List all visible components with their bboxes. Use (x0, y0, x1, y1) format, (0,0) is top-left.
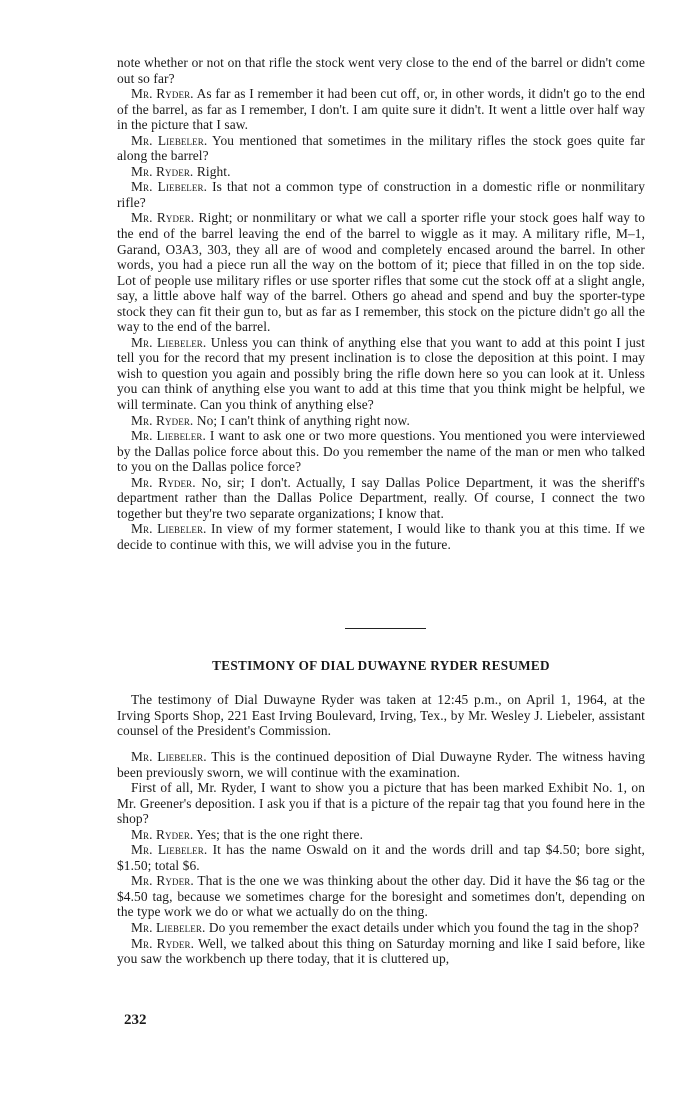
speaker-label: Mr. Liebeler. (131, 521, 207, 537)
speaker-label: Mr. Liebeler. (131, 132, 208, 148)
paragraph (117, 842, 645, 873)
paragraph (117, 55, 645, 86)
paragraph-text: Do you remember the exact details under which you found the tag in the shop? (205, 920, 639, 936)
speaker-label: Mr. Ryder. (131, 163, 194, 179)
paragraph (117, 164, 645, 180)
top-text-column (117, 55, 645, 553)
paragraph (117, 749, 645, 780)
paragraph (117, 413, 645, 429)
paragraph (117, 521, 645, 552)
intro-text (117, 692, 645, 739)
paragraph (117, 920, 645, 936)
speaker-label: Mr. Ryder. (131, 86, 194, 102)
paragraph (117, 475, 645, 522)
paragraph-text: Unless you can think of anything else that you want to add at this point I just tell you for the record that my present inclination is to close the deposition at this point. I may wish to question you again and possibly bring the rifle down here so you can look at it. Unless you can think of anything else you want to add at this time that you think might be helpful, we will terminate. Can you think of anything else? (117, 334, 645, 413)
paragraph (117, 827, 645, 843)
speaker-label: Mr. Ryder. (131, 826, 194, 842)
paragraph (117, 179, 645, 210)
paragraph-text: I want to ask one or two more questions. You mentioned you were interviewed by the Dallas police force about this. Do you remember the name of the man or men who talked to you on the Dallas police force? (117, 428, 645, 475)
speaker-label: Mr. Liebeler. (131, 749, 207, 764)
paragraph-text: First of all, Mr. Ryder, I want to show you a picture that has been marked Exhibit No. 1, on Mr. Greener's deposition. I ask you if that is a picture of the repair tag that you found here in the shop? (117, 780, 645, 827)
paragraph-text: That is the one we was thinking about the other day. Did it have the $6 tag or the $4.50 tag, because we sometimes charge for the boresight and sometimes don't, depending on the type work we do or what we actually do on the thing. (117, 873, 645, 920)
paragraph-text: In view of my former statement, I would like to thank you at this time. If we decide to continue with this, we will advise you in the future. (117, 521, 645, 552)
paragraph-text: Right. (193, 163, 231, 179)
paragraph-text: Is that not a common type of construction in a domestic rifle or nonmilitary rifle? (117, 179, 645, 210)
speaker-label: Mr. Liebeler. (131, 179, 208, 195)
speaker-label: Mr. Liebeler. (131, 842, 208, 858)
paragraph-text: note whether or not on that rifle the stock went very close to the end of the barrel or didn't come out so far? (117, 55, 645, 86)
paragraph (117, 133, 645, 164)
paragraph-text: No; I can't think of anything right now. (193, 412, 410, 428)
section-heading: TESTIMONY OF DIAL DUWAYNE RYDER RESUMED (212, 658, 550, 673)
paragraph (117, 780, 645, 827)
speaker-label: Mr. Ryder. (131, 412, 194, 428)
paragraph-text: Right; or nonmilitary or what we call a sporter rifle your stock goes half way to the end of the barrel leaving the end of the barrel to wiggle as it may. A military rifle, M–1, Garand, O3A3, 303, they all are of wood and completely encased around the barrel. In other words, you had a piece run all the way on the bottom of it; piece that filled in on the top side. Lot of people use military rifles or use sporter rifles that some cut the stock off at a slight angle, say, a little above half way of the barrel. Others go ahead and spend and buy the sporter-type stock they can fit their gun to, but as far as I remember, this stock on the picture didn't go all the way to the end of the barrel. (117, 210, 645, 335)
speaker-label: Mr. Ryder. (131, 474, 196, 490)
speaker-label: Mr. Liebeler. (131, 334, 207, 350)
paragraph (117, 428, 645, 475)
paragraph-text: No, sir; I don't. Actually, I say Dallas Police Department, it was the sheriff's department rather than the Dallas Police Department, really. Of course, I connect the two together but they're two separate organizations; I know that. (117, 474, 645, 521)
paragraph (117, 936, 645, 967)
speaker-label: Mr. Ryder. (131, 873, 194, 889)
paragraph (117, 335, 645, 413)
speaker-label: Mr. Liebeler. (131, 428, 206, 444)
paragraph-text: This is the continued deposition of Dial Duwayne Ryder. The witness having been previously sworn, we will continue with the examination. (117, 749, 645, 780)
paragraph-text: As far as I remember it had been cut off, or, in other words, it didn't go to the end of the barrel, as far as I remember, I don't. I am quite sure it didn't. It went a little over half way in the picture that I saw. (117, 86, 645, 133)
page-number: 232 (124, 1012, 147, 1028)
paragraph (117, 86, 645, 133)
speaker-label: Mr. Ryder. (131, 935, 195, 951)
intro-paragraph: The testimony of Dial Duwayne Ryder was taken at 12:45 p.m., on April 1, 1964, at the Irving Sports Shop, 221 East Irving Boulevard, Irving, Tex., by Mr. Wesley J. Liebeler, assistant counsel of the President's Commission. (117, 692, 645, 739)
section-divider (345, 628, 426, 629)
bottom-text-column (117, 749, 645, 967)
speaker-label: Mr. Liebeler. (131, 920, 206, 936)
paragraph-text: You mentioned that sometimes in the military rifles the stock goes quite far along the barrel? (117, 132, 645, 164)
paragraph-text: Yes; that is the one right there. (193, 826, 364, 842)
paragraph (117, 873, 645, 920)
speaker-label: Mr. Ryder. (131, 210, 195, 226)
paragraph-text: Well, we talked about this thing on Saturday morning and like I said before, like you saw the workbench up there today, that it is cluttered up, (117, 935, 645, 967)
paragraph-text: It has the name Oswald on it and the words drill and tap $4.50; bore sight, $1.50; total $6. (117, 842, 645, 873)
paragraph (117, 210, 645, 334)
